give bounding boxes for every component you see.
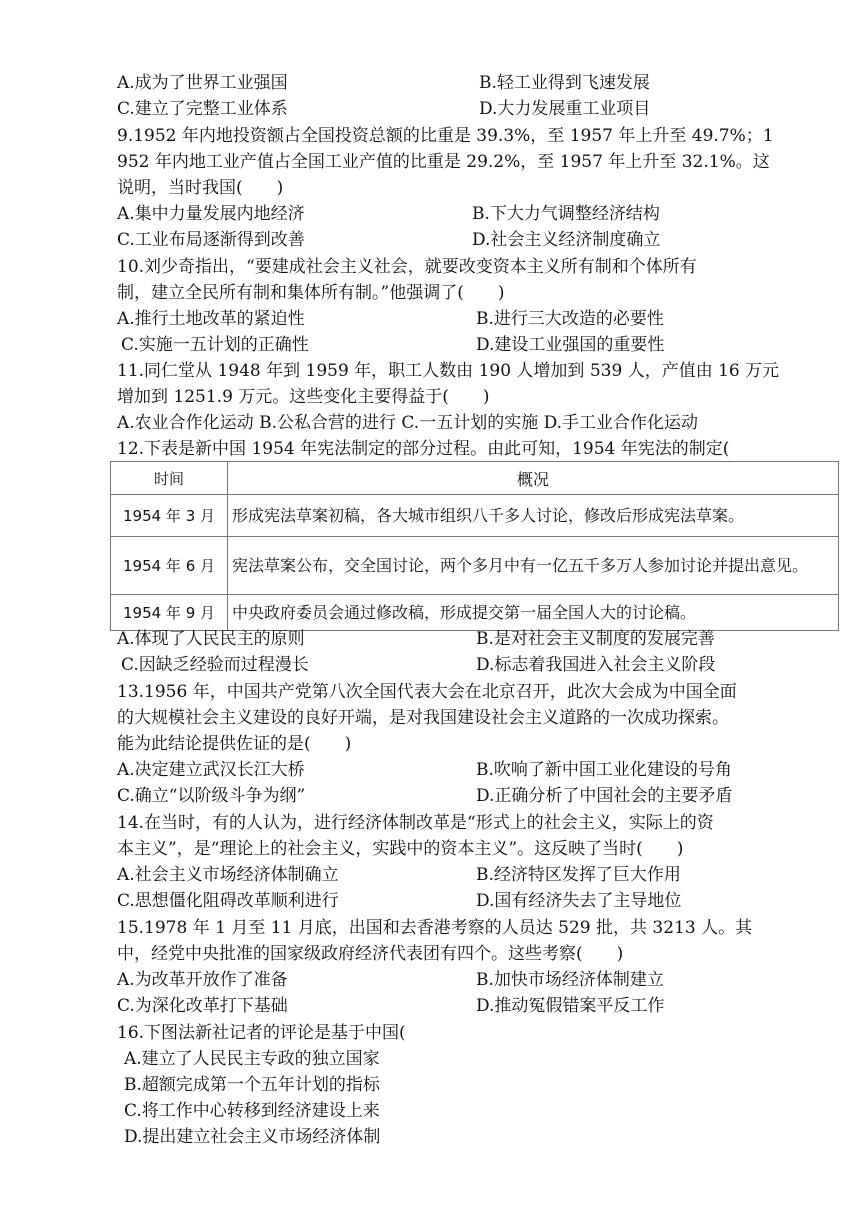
q15-option-c[interactable]: C.为深化改革打下基础 bbox=[117, 996, 288, 1016]
q11-stem-line1: 11.同仁堂从 1948 年到 1959 年，职工人数由 190 人增加到 539 人，产值由 16 万元 bbox=[117, 361, 780, 381]
row-time: 1954 年 3 月 bbox=[111, 495, 228, 537]
row-time: 1954 年 6 月 bbox=[111, 537, 228, 595]
q9-option-d[interactable]: D.社会主义经济制度确立 bbox=[472, 230, 661, 250]
row-description: 形成宪法草案初稿，各大城市组织八千多人讨论，修改后形成宪法草案。 bbox=[228, 495, 839, 537]
q16-option-b[interactable]: B.超额完成第一个五年计划的指标 bbox=[124, 1075, 380, 1095]
q13-option-c[interactable]: C.确立“以阶级斗争为纲” bbox=[117, 786, 306, 806]
q8-option-b[interactable]: B.轻工业得到飞速发展 bbox=[479, 73, 650, 93]
row-description: 宪法草案公布，交全国讨论，两个多月中有一亿五千多万人参加讨论并提出意见。 bbox=[228, 537, 839, 595]
q11-options[interactable]: A.农业合作化运动 B.公私合营的进行 C.一五计划的实施 D.手工业合作化运动 bbox=[117, 413, 699, 433]
q9-stem-line2: 952 年内地工业产值占全国工业产值的比重是 29.2%，至 1957 年上升至 32.1%。这 bbox=[117, 152, 770, 172]
q13-option-d[interactable]: D.正确分析了中国社会的主要矛盾 bbox=[476, 786, 733, 806]
q13-stem-line2: 的大规模社会主义建设的良好开端，是对我国建设社会主义道路的一次成功探索。 bbox=[117, 708, 729, 728]
q12-option-b[interactable]: B.是对社会主义制度的发展完善 bbox=[476, 629, 715, 649]
q14-option-d[interactable]: D.国有经济失去了主导地位 bbox=[476, 891, 682, 911]
constitution-process-table bbox=[110, 461, 839, 631]
q8-option-a[interactable]: A.成为了世界工业强国 bbox=[117, 73, 288, 93]
q13-option-a[interactable]: A.决定建立武汉长江大桥 bbox=[117, 760, 305, 780]
header-time: 时间 bbox=[111, 462, 228, 495]
q12-stem-line1: 12.下表是新中国 1954 年宪法制定的部分过程。由此可知，1954 年宪法的制定( bbox=[117, 439, 730, 459]
q9-option-a[interactable]: A.集中力量发展内地经济 bbox=[117, 204, 305, 224]
table-header-row bbox=[111, 462, 839, 495]
q9-option-c[interactable]: C.工业布局逐渐得到改善 bbox=[117, 230, 305, 250]
q11-stem-line2: 增加到 1251.9 万元。这些变化主要得益于( ) bbox=[117, 387, 490, 407]
q9-stem-line1: 9.1952 年内地投资额占全国投资总额的比重是 39.3%，至 1957 年上升至 49.7%；1 bbox=[117, 126, 774, 146]
q8-option-c[interactable]: C.建立了完整工业体系 bbox=[117, 99, 288, 119]
q12-option-c[interactable]: C.因缺乏经验而过程漫长 bbox=[121, 655, 309, 675]
q15-option-d[interactable]: D.推动冤假错案平反工作 bbox=[476, 996, 665, 1016]
q15-option-a[interactable]: A.为改革开放作了准备 bbox=[117, 970, 288, 990]
q15-stem-line1: 15.1978 年 1 月至 11 月底，出国和去香港考察的人员达 529 批，共 3213 人。其 bbox=[117, 918, 753, 938]
q13-stem-line1: 13.1956 年，中国共产党第八次全国代表大会在北京召开，此次大会成为中国全面 bbox=[117, 682, 737, 702]
row-time: 1954 年 9 月 bbox=[111, 595, 228, 631]
q9-stem-line3: 说明，当时我国( ) bbox=[117, 178, 284, 198]
q12-option-d[interactable]: D.标志着我国进入社会主义阶段 bbox=[476, 655, 716, 675]
q14-option-b[interactable]: B.经济特区发挥了巨大作用 bbox=[476, 865, 681, 885]
table-row bbox=[111, 595, 839, 631]
q13-option-b[interactable]: B.吹响了新中国工业化建设的号角 bbox=[476, 760, 732, 780]
q13-stem-line3: 能为此结论提供佐证的是( ) bbox=[117, 734, 352, 754]
table-row bbox=[111, 537, 839, 595]
q14-stem-line2: 本主义”，是“理论上的社会主义，实践中的资本主义”。这反映了当时( ) bbox=[117, 839, 684, 859]
q16-option-d[interactable]: D.提出建立社会主义市场经济体制 bbox=[124, 1127, 381, 1147]
q10-stem-line2: 制，建立全民所有制和集体所有制。”他强调了( ) bbox=[117, 283, 505, 303]
q8-option-d[interactable]: D.大力发展重工业项目 bbox=[479, 99, 651, 119]
q10-option-b[interactable]: B.进行三大改造的必要性 bbox=[476, 309, 664, 329]
q9-option-b[interactable]: B.下大力气调整经济结构 bbox=[472, 204, 660, 224]
q10-option-a[interactable]: A.推行土地改革的紧迫性 bbox=[117, 309, 305, 329]
q10-stem-line1: 10.刘少奇指出，“要建成社会主义社会，就要改变资本主义所有制和个体所有 bbox=[117, 257, 697, 277]
q14-option-a[interactable]: A.社会主义市场经济体制确立 bbox=[117, 865, 339, 885]
q16-option-a[interactable]: A.建立了人民民主专政的独立国家 bbox=[124, 1049, 380, 1069]
q14-stem-line1: 14.在当时，有的人认为，进行经济体制改革是“形式上的社会主义，实际上的资 bbox=[117, 813, 714, 833]
q16-stem-line1: 16.下图法新社记者的评论是基于中国( bbox=[117, 1023, 406, 1043]
q16-option-c[interactable]: C.将工作中心转移到经济建设上来 bbox=[124, 1101, 380, 1121]
q10-option-d[interactable]: D.建设工业强国的重要性 bbox=[476, 335, 665, 355]
q12-option-a[interactable]: A.体现了人民民主的原则 bbox=[117, 629, 305, 649]
q15-option-b[interactable]: B.加快市场经济体制建立 bbox=[476, 970, 664, 990]
row-description: 中央政府委员会通过修改稿，形成提交第一届全国人大的讨论稿。 bbox=[228, 595, 839, 631]
table-row bbox=[111, 495, 839, 537]
q14-option-c[interactable]: C.思想僵化阻碍改革顺利进行 bbox=[117, 891, 339, 911]
header-description: 概况 bbox=[228, 462, 839, 495]
q10-option-c[interactable]: C.实施一五计划的正确性 bbox=[121, 335, 309, 355]
q15-stem-line2: 中，经党中央批准的国家级政府经济代表团有四个。这些考察( ) bbox=[117, 944, 624, 964]
